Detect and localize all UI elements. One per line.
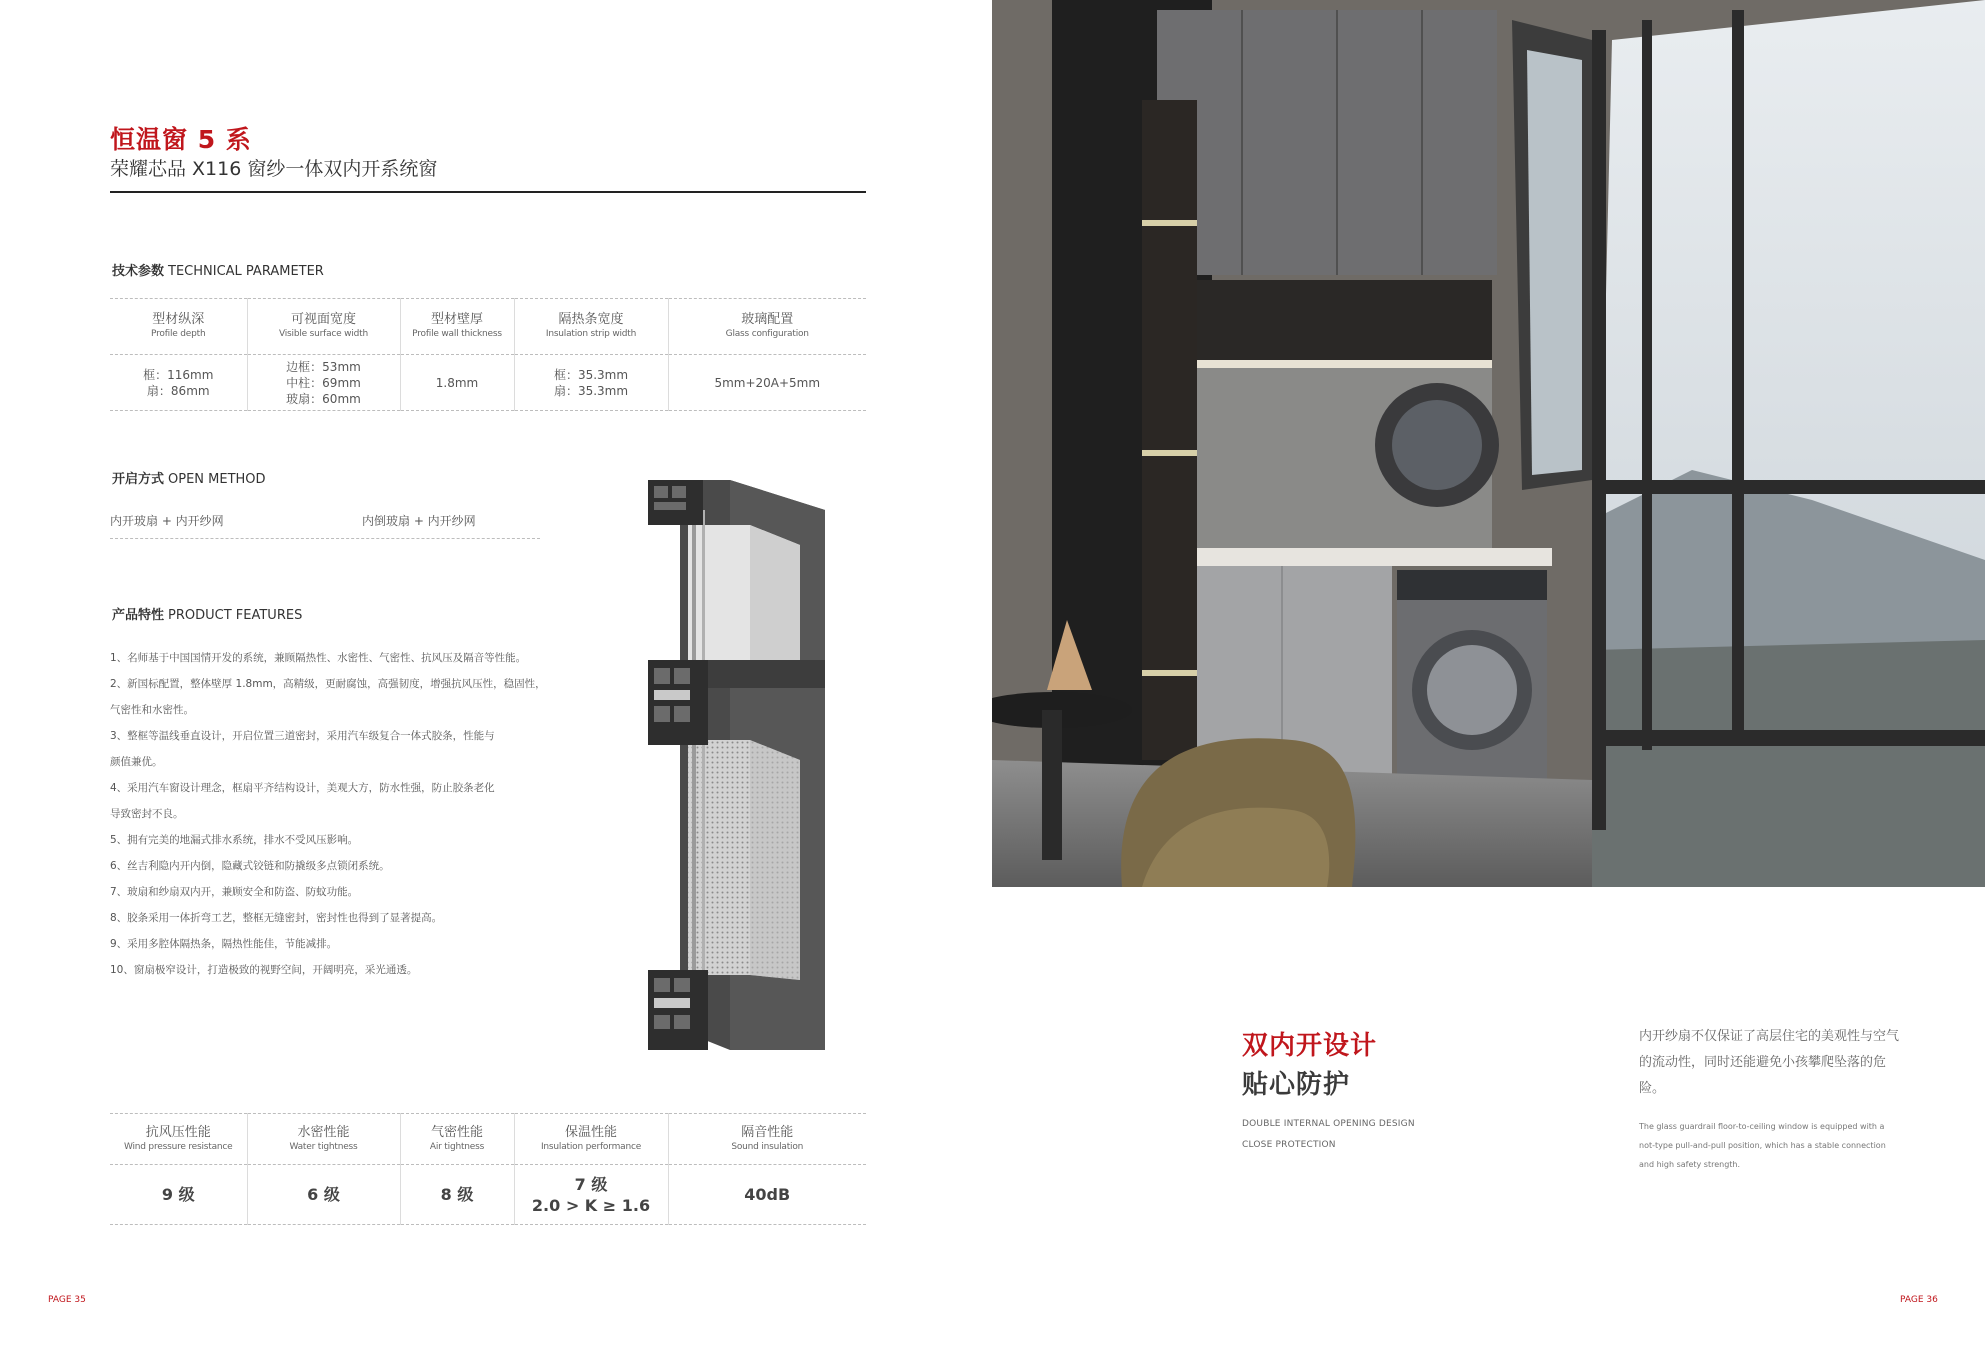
perf-header-cell: 保温性能 Insulation performance xyxy=(514,1114,668,1165)
interior-photo xyxy=(992,0,1985,887)
page-number-left: PAGE 35 xyxy=(48,1295,86,1305)
feature-line: 4、采用汽车窗设计理念，框扇平齐结构设计，美观大方，防水性强，防止胶条老化 xyxy=(110,782,495,794)
tech-value-cell: 5mm+20A+5mm xyxy=(668,355,866,411)
perf-value-cell: 6 级 xyxy=(247,1165,400,1225)
tech-header-cell: 玻璃配置 Glass configuration xyxy=(668,299,866,355)
feature-line: 气密性和水密性。 xyxy=(110,704,194,716)
features-heading xyxy=(112,604,302,623)
tech-value-cell: 框：35.3mm 扇：35.3mm xyxy=(514,355,668,411)
feature-line: 6、丝吉利隐内开内倒，隐藏式铰链和防撬级多点锁闭系统。 xyxy=(110,860,390,872)
tech-header-cell: 隔热条宽度 Insulation strip width xyxy=(514,299,668,355)
open-option-1: 内开玻扇 + 内开纱网 xyxy=(110,514,224,528)
feature-line: 7、玻扇和纱扇双内开，兼顾安全和防盗、防蚊功能。 xyxy=(110,886,359,898)
description-en: The glass guardrail floor-to-ceiling window is equipped with a not-type pull-and-pull position, which has a stable connection and high safety strength. xyxy=(1639,1122,1886,1169)
feature-line: 5、拥有完美的地漏式排水系统，排水不受风压影响。 xyxy=(110,834,359,846)
perf-header-cell: 气密性能 Air tightness xyxy=(400,1114,514,1165)
open-method-heading-en: OPEN METHOD xyxy=(168,472,266,487)
window-profile-illustration xyxy=(640,470,840,1060)
perf-header-cell: 水密性能 Water tightness xyxy=(247,1114,400,1165)
technical-heading xyxy=(112,260,324,279)
technical-header-row xyxy=(110,299,866,355)
feature-line: 导致密封不良。 xyxy=(110,808,184,820)
feature-line: 1、名师基于中国国情开发的系统，兼顾隔热性、水密性、气密性、抗风压及隔音等性能。 xyxy=(110,652,527,664)
open-method-heading-zh: 开启方式 xyxy=(112,472,165,487)
perf-value-cell: 7 级 2.0 > K ≥ 1.6 xyxy=(514,1165,668,1225)
tech-header-cell: 型材壁厚 Profile wall thickness xyxy=(400,299,514,355)
tech-value-cell: 框：116mm 扇：86mm xyxy=(110,355,247,411)
title-divider xyxy=(110,191,866,193)
perf-header-cell: 隔音性能 Sound insulation xyxy=(668,1114,866,1165)
perf-header-cell: 抗风压性能 Wind pressure resistance xyxy=(110,1114,247,1165)
performance-value-row xyxy=(110,1165,866,1225)
features-heading-zh: 产品特性 xyxy=(112,608,165,623)
feature-line: 8、胶条采用一体折弯工艺，整框无缝密封，密封性也得到了显著提高。 xyxy=(110,912,443,924)
feature-line: 颜值兼优。 xyxy=(110,756,163,768)
feature-line: 9、采用多腔体隔热条，隔热性能佳，节能减排。 xyxy=(110,938,338,950)
technical-heading-zh: 技术参数 xyxy=(112,264,165,279)
features-heading-en: PRODUCT FEATURES xyxy=(168,608,303,623)
tech-header-cell: 型材纵深 Profile depth xyxy=(110,299,247,355)
perf-value-cell: 9 级 xyxy=(110,1165,247,1225)
open-method-divider xyxy=(110,538,540,539)
design-heading-en: DOUBLE INTERNAL OPENING DESIGN xyxy=(1242,1119,1415,1129)
open-option-2: 内倒玻扇 + 内开纱网 xyxy=(362,514,476,528)
page-title: 恒温窗 5 系 xyxy=(110,125,252,154)
description-zh: 内开纱扇不仅保证了高层住宅的美观性与空气的流动性，同时还能避免小孩攀爬坠落的危险。 xyxy=(1639,1029,1900,1096)
perf-value-cell: 40dB xyxy=(668,1165,866,1225)
feature-line: 10、窗扇极窄设计，打造极致的视野空间，开阔明亮，采光通透。 xyxy=(110,964,418,976)
performance-header-row xyxy=(110,1114,866,1165)
tech-value-cell: 边框：53mm 中柱：69mm 玻扇：60mm xyxy=(247,355,400,411)
feature-line: 2、新国标配置，整体壁厚 1.8mm，高精级，更耐腐蚀，高强韧度，增强抗风压性，稳固性， xyxy=(110,678,546,690)
performance-table xyxy=(110,1113,866,1225)
open-method-heading xyxy=(112,468,266,487)
technical-value-row xyxy=(110,355,866,411)
page-subtitle: 荣耀芯品 X116 窗纱一体双内开系统窗 xyxy=(110,158,438,180)
perf-value-cell: 8 级 xyxy=(400,1165,514,1225)
design-heading: 双内开设计 xyxy=(1242,1031,1378,1061)
feature-line: 3、整框等温线垂直设计，开启位置三道密封，采用汽车级复合一体式胶条，性能与 xyxy=(110,730,495,742)
technical-heading-en: TECHNICAL PARAMETER xyxy=(168,264,324,279)
technical-table xyxy=(110,298,866,411)
tech-value-cell: 1.8mm xyxy=(400,355,514,411)
page-number-right: PAGE 36 xyxy=(1900,1295,1938,1305)
protection-heading: 贴心防护 xyxy=(1242,1070,1351,1100)
tech-header-cell: 可视面宽度 Visible surface width xyxy=(247,299,400,355)
protection-heading-en: CLOSE PROTECTION xyxy=(1242,1140,1336,1150)
